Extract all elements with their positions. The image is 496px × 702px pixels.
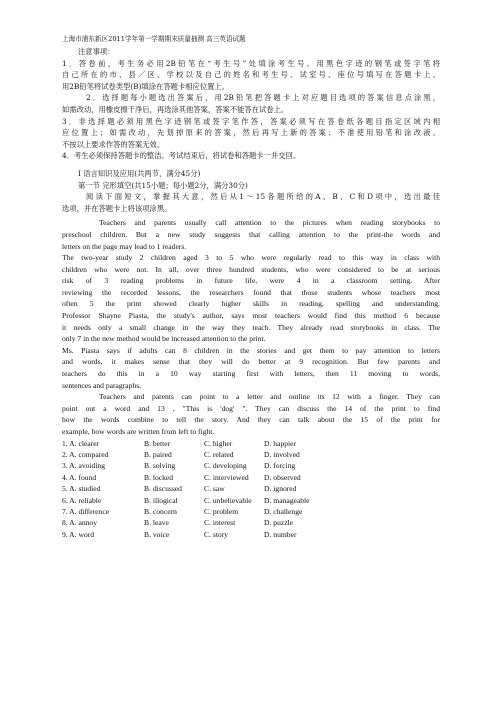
option-d: D. manageable: [264, 495, 310, 505]
passage-line: sentences and paragraphs.: [62, 380, 142, 390]
option-a: 4. A. found: [62, 472, 97, 482]
option-d: D. ignored: [264, 484, 297, 494]
passage-line: reviewing the recorded lessons, the researchers found that those students whose teachers most: [62, 287, 440, 297]
options-list: [62, 438, 440, 541]
option-c: C. interviewed: [204, 472, 249, 482]
passage-line: children who were not. In all, over three hundred students, who were considered to be at serious: [62, 264, 440, 274]
option-c: C. higher: [204, 438, 233, 448]
option-d: D. observed: [264, 472, 301, 482]
option-a: 6. A. reliable: [62, 495, 102, 505]
option-d: D. happier: [264, 438, 297, 448]
note-line: 不按以上要求作答的答案无效。: [62, 139, 165, 149]
option-a: 8. A. annoy: [62, 518, 98, 528]
note-line: 3．非选择题必须用黑色字迹钢笔或签字笔作答，答案必须写在答卷纸各题目指定区域内相: [62, 116, 440, 126]
option-row: [62, 517, 440, 528]
note-line: 1．答卷前，考生务必用2B铅笔在“考生号”处填涂考生号。用黑色字迹的钢笔或签字笔将: [62, 58, 440, 68]
option-row: [62, 438, 440, 449]
option-b: B. better: [144, 438, 171, 448]
note-line: 自己所在的市、县／区、学校以及自己的姓名和考生号、试室号、座位号填写在答题卡上。: [62, 70, 440, 80]
passage-line: point out a word and 13 , "This is 'dog' ". They can discuss the 14 of the print to find: [62, 403, 440, 413]
passage-line: preschool children. But a new study suggests that calling attention to the print-the words and: [62, 229, 440, 239]
notes-heading: 注意事项：: [78, 47, 115, 56]
option-b: B. solving: [144, 461, 176, 471]
option-b: B. voice: [144, 529, 170, 539]
option-d: D. challenge: [264, 507, 303, 517]
option-c: C. story: [204, 529, 229, 539]
note-line: 如需改动，用橡皮擦干净后，再选涂其他答案，答案不能答在试卷上。: [62, 104, 289, 114]
passage-line: risk of 3 reading problems in future life, were 4 in a classroom setting. After: [62, 276, 440, 286]
note-line: 用2B铅笔将试卷类型(B)填涂在答题卡相应位置上。: [62, 81, 229, 91]
option-b: B. locked: [144, 472, 174, 482]
note-line: 应位置上；如需改动，先划掉原来的答案，然后再写上新的答案；不准使用铅笔和涂改液。: [62, 128, 440, 138]
passage-line: teachers do this in a 10 way starting first with letters, then 11 moving to words,: [62, 369, 440, 379]
passage-line: often 5 the print showed clearly higher skills in reading, spelling and understanding.: [62, 299, 440, 309]
option-a: 5. A. studied: [62, 484, 101, 494]
option-row: [62, 529, 440, 540]
option-row: [62, 449, 440, 460]
passage-line: letters on the page may lead to 1 readers.: [62, 241, 187, 251]
option-a: 1. A. clearer: [62, 438, 100, 448]
instruction-line: 阅读下面短文，掌握其大意，然后从1～15各题所给的A、B、C和D项中，选出最佳: [86, 192, 440, 202]
passage-line: only 7 in the new method would be increased attention to the print.: [62, 334, 266, 344]
option-a: 3. A. avoiding: [62, 461, 106, 471]
option-d: D. puzzle: [264, 518, 294, 528]
section-heading: I 语言知识及应用(共两节，满分45分): [78, 168, 201, 178]
passage-line: how the words combine to tell the story. And they can talk about the 15 of the print for: [62, 415, 440, 425]
passage-line: and words, it makes sense that they will do better at 9 recognition. But few parents and: [62, 357, 440, 367]
note-line: 4．考生必须保持答题卡的整洁。考试结束后，将试卷和答题卡一并交回。: [62, 151, 301, 161]
instruction-line: 选项，并在答题卡上将该项涂黑。: [62, 203, 172, 213]
passage-line: it needs only a small change in the way they teach. They already read storybooks in class. The: [62, 322, 440, 332]
page-content: [62, 34, 440, 540]
option-b: B. paired: [144, 450, 172, 459]
option-b: B. illogical: [144, 495, 178, 505]
passage-line: Teachers and parents usually call attention to the pictures when reading storybooks to: [99, 218, 440, 228]
option-row: [62, 495, 440, 506]
option-d: D. number: [264, 529, 297, 539]
passage-line: The two-year study 2 children aged 3 to 5 who were regularly read to this way in class with: [62, 253, 440, 263]
passage-line: Ms. Piasta says if adults can 8 children in the stories and get them to pay attention to letters: [62, 345, 440, 355]
passage-line: example, how words are written from left to fight.: [62, 427, 215, 436]
option-a: 7. A. difference: [62, 507, 110, 517]
option-a: 2. A. compared: [62, 450, 109, 459]
option-a: 9. A. word: [62, 529, 95, 539]
option-c: C. saw: [204, 484, 225, 494]
option-c: C. problem: [204, 507, 239, 517]
option-row: [62, 472, 440, 483]
option-b: B. discussed: [144, 484, 182, 494]
option-row: [62, 483, 440, 494]
option-b: B. leave: [144, 518, 169, 528]
option-b: B. concern: [144, 507, 177, 517]
part-heading: 第一节 完形填空(共15小题；每小题2分，满分30分): [78, 180, 248, 190]
passage-line: Teachers and parents can point to a letter and outline its 12 with a finger. They can: [99, 392, 440, 402]
option-c: C. unbelievable: [204, 495, 252, 505]
exam-title: 上海市浦东新区2011学年第一学期期末质量抽测 高三英语试题: [62, 35, 246, 43]
note-line: 2．选择题每小题选出答案后，用2B铅笔把答题卡上对应题目选项的答案信息点涂黑，: [86, 93, 440, 103]
option-c: C. developing: [204, 461, 247, 471]
option-c: C. interest: [204, 518, 236, 528]
option-row: [62, 460, 440, 471]
option-row: [62, 506, 440, 517]
passage-line: Professor Shayne Piasta, the study's author, says most teachers would find this method 6 because: [62, 311, 440, 321]
option-d: D. forcing: [264, 461, 296, 471]
option-d: D. involved: [264, 450, 300, 459]
option-c: C. related: [204, 450, 234, 459]
